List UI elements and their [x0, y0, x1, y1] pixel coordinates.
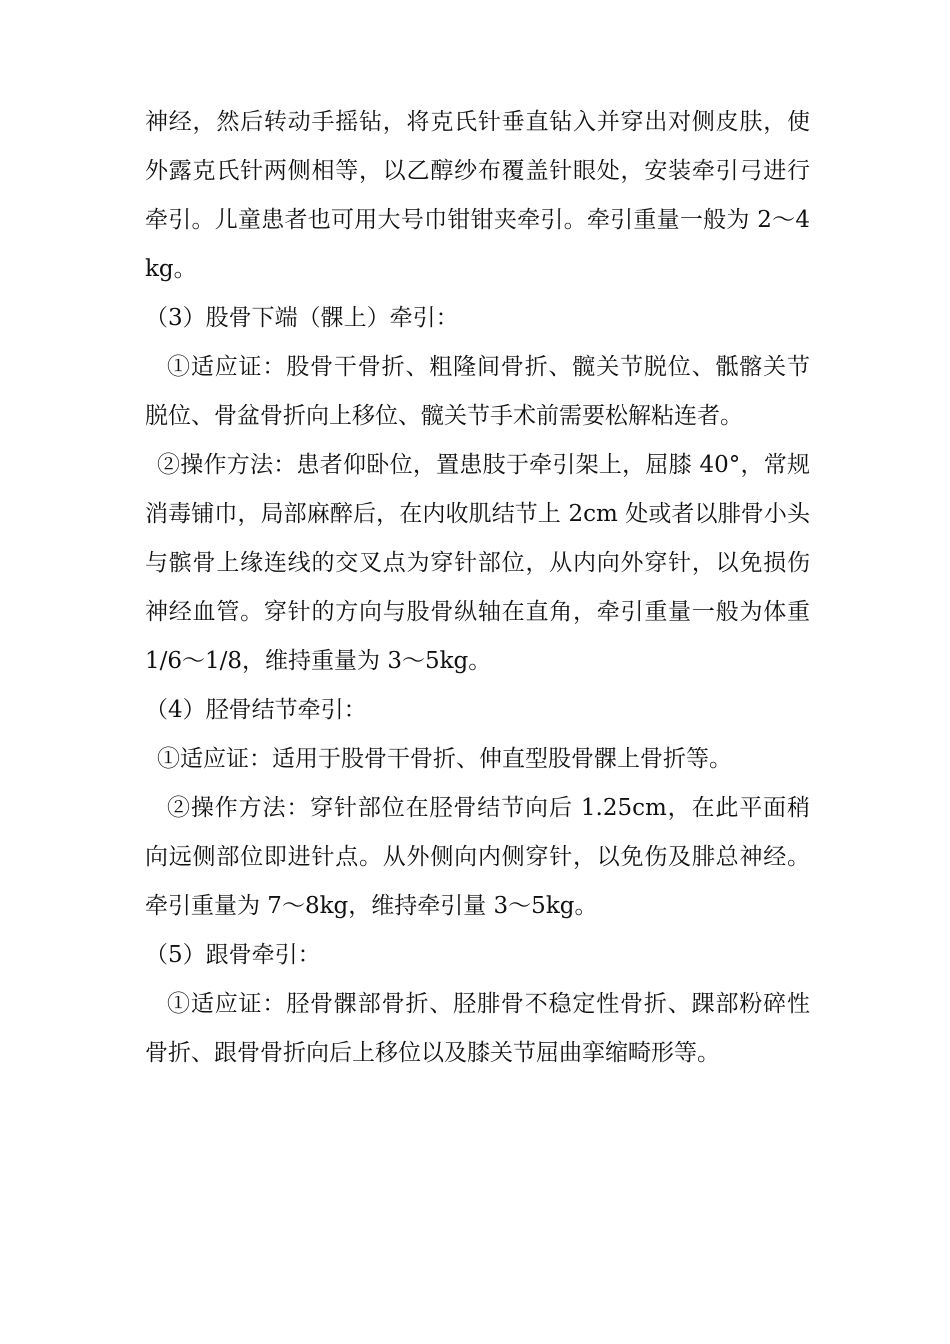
paragraph-tibial-indications: ①适应证：适用于股骨干骨折、伸直型股骨髁上骨折等。: [157, 746, 732, 772]
heading-calcaneal-traction: （5）跟骨牵引：: [145, 942, 321, 968]
paragraph-skull-traction-continuation: 神经，然后转动手摇钻，将克氏针垂直钻入并穿出对侧皮肤，使外露克氏针两侧相等，以乙醇纱布覆盖针眼处，安装牵引弓进行牵引。儿童患者也可用大号巾钳钳夹牵引。牵引重量一般为 2～4kg。: [145, 109, 810, 282]
paragraph-femur-procedure: ②操作方法：患者仰卧位，置患肢于牵引架上，屈膝 40°，常规消毒铺巾，局部麻醉后，在内收肌结节上 2cm 处或者以腓骨小头与髌骨上缘连线的交叉点为穿针部位，从内向外穿针，以免损伤神经血管。穿针的方向与股骨纵轴在直角，牵引重量一般为体重 1/6～1/8，维持重量为 3～5kg。: [145, 452, 810, 674]
heading-tibial-tubercle-traction: （4）胫骨结节牵引：: [145, 697, 367, 723]
paragraph-femur-indications: ①适应证：股骨干骨折、粗隆间骨折、髋关节脱位、骶髂关节脱位、骨盆骨折向上移位、髋关节手术前需要松解粘连者。: [145, 354, 810, 429]
paragraph-calcaneal-indications: ①适应证：胫骨髁部骨折、胫腓骨不稳定性骨折、踝部粉碎性骨折、跟骨骨折向后上移位以及膝关节屈曲挛缩畸形等。: [145, 991, 810, 1066]
heading-femur-distal-traction: （3）股骨下端（髁上）牵引：: [145, 305, 459, 331]
document-body: [145, 98, 810, 1078]
paragraph-tibial-procedure: ②操作方法：穿针部位在胫骨结节向后 1.25cm，在此平面稍向远侧部位即进针点。从外侧向内侧穿针，以免伤及腓总神经。牵引重量为 7～8kg，维持牵引量 3～5kg。: [145, 795, 810, 919]
